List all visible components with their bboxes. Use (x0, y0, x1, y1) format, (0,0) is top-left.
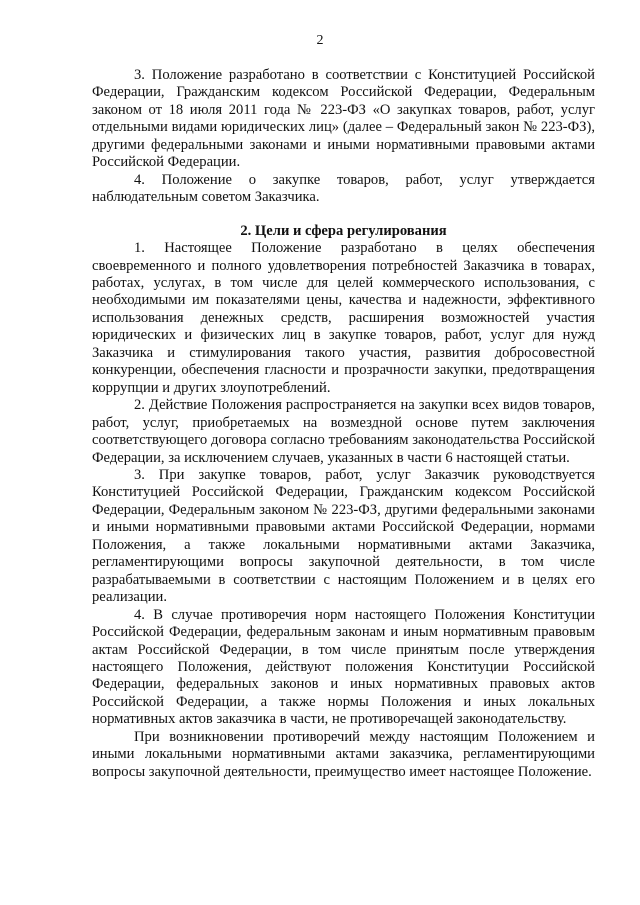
page-number: 2 (316, 33, 324, 48)
paragraph-2-1: 1. Настоящее Положение разработано в целях обеспечения своевременного и полного удовлетворения потребностей Заказчика в товарах, работах, услугах, в том числе для целей коммерческого использования, с необходимыми им показателями цены, качества и надежности, эффективного использования денежных средств, расширения возможностей участия юридических и физических лиц в закупке товаров, работ, услуг для нужд Заказчика и стимулирования такого участия, развития добросовестной конкуренции, обеспечения гласности и прозрачности закупки, предотвращения коррупции и других злоупотреблений. (92, 240, 595, 396)
paragraph-1-3: 3. Положение разработано в соответствии с Конституцией Российской Федерации, Гражданским кодексом Российской Федерации, Федеральным законом от 18 июля 2011 года № 223-ФЗ «О закупках товаров, работ, услуг отдельными видами юридических лиц» (далее – Федеральный закон № 223-ФЗ), другими федеральными законами и иными нормативными правовыми актами Российской Федерации. (92, 67, 595, 171)
paragraph-2-3: 3. При закупке товаров, работ, услуг Заказчик руководствуется Конституцией Российской Федерации, Гражданским кодексом Российской Федерации, Федеральным законом № 223-ФЗ, другими федеральными законами и иными нормативными правовыми актами Российской Федерации, нормами Положения, а также локальными нормативными актами Заказчика, регламентирующими вопросы закупочной деятельности, в том числе разрабатываемыми в соответствии с настоящим Положением и в целях его реализации. (92, 466, 595, 606)
paragraph-1-4: 4. Положение о закупке товаров, работ, услуг утверждается наблюдательным советом Заказчика. (92, 171, 595, 206)
document-body (92, 67, 595, 781)
section-heading: 2. Цели и сфера регулирования (240, 222, 447, 239)
paragraph-2-2: 2. Действие Положения распространяется на закупки всех видов товаров, работ, услуг, приобретаемых на возмездной основе путем заключения соответствующего договора согласно требованиям законодательства Российской Федерации, за исключением случаев, указанных в части 6 настоящей статьи. (92, 397, 595, 466)
paragraph-2-5: При возникновении противоречий между настоящим Положением и иными локальными нормативными актами заказчика, регламентирующими вопросы закупочной деятельности, преимущество имеет настоящее Положение. (92, 728, 595, 780)
paragraph-2-4: 4. В случае противоречия норм настоящего Положения Конституции Российской Федерации, федеральным законам и иным нормативным правовым актам Российской Федерации, в том числе принятым после утверждения настоящего Положения, действуют положения Конституции Российской Федерации, федеральных законов и иных нормативных правовых актов Российской Федерации, а также нормы Положения и иных локальных нормативных актов заказчика в части, не противоречащей законодательству. (92, 606, 595, 728)
